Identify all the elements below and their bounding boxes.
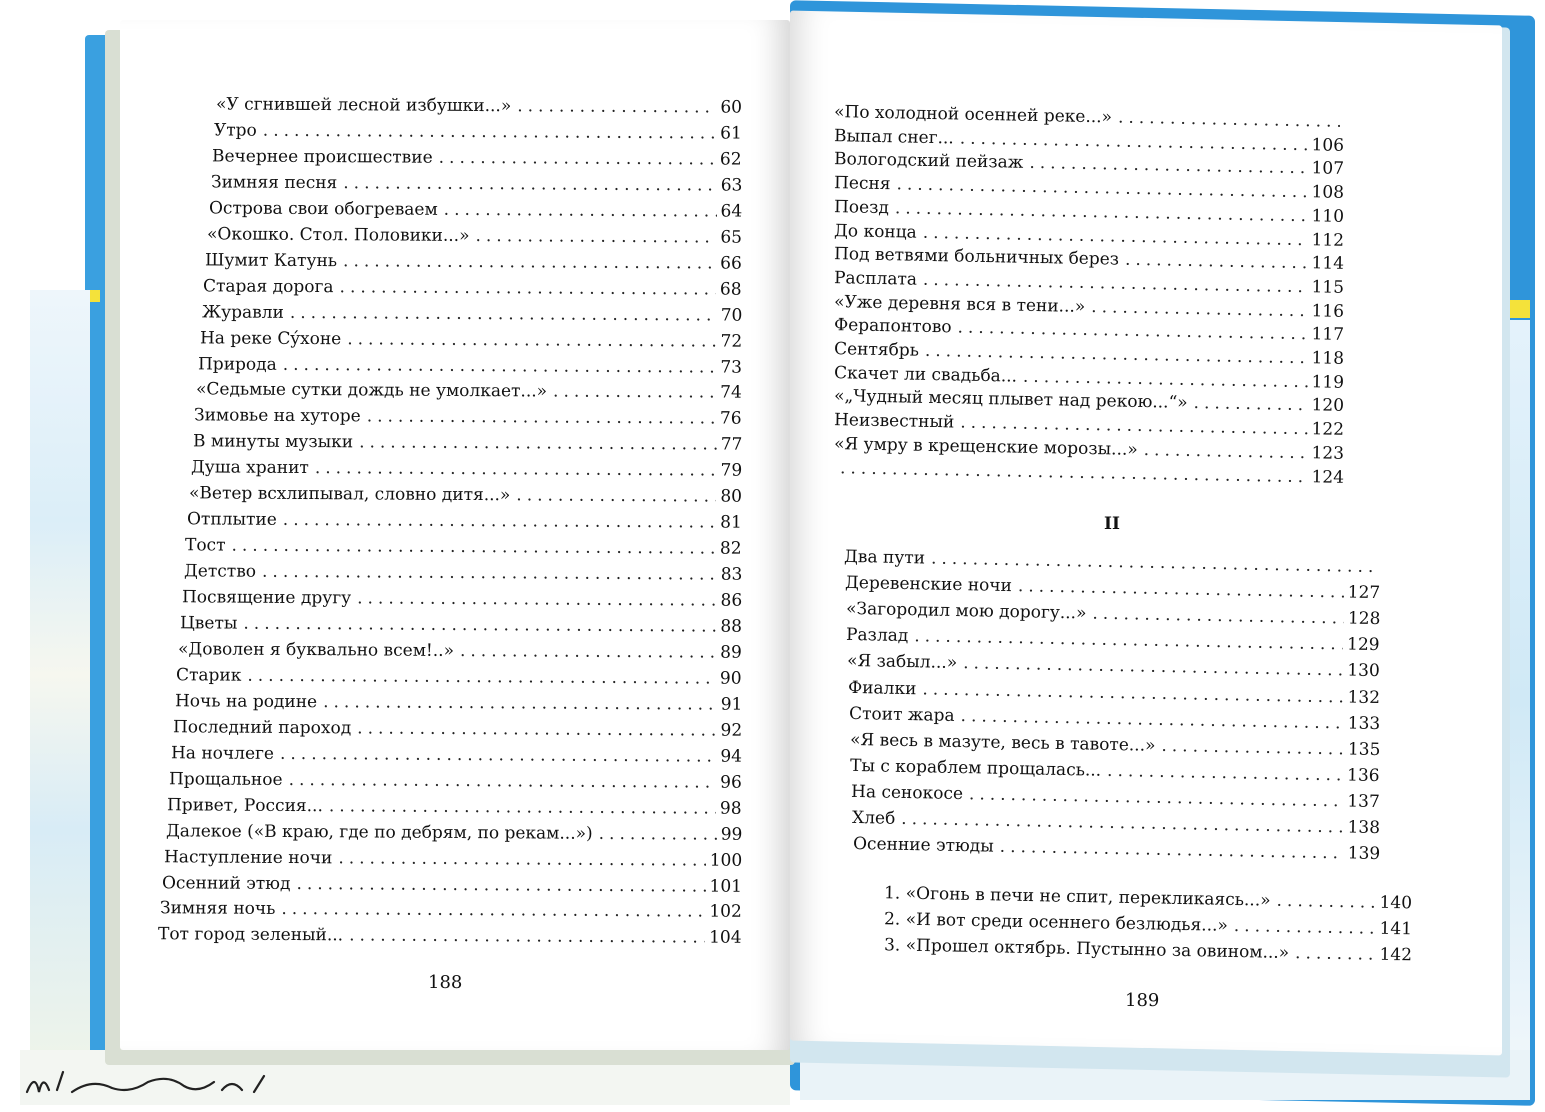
toc-entry [203,276,742,303]
toc-dot-leader [1161,736,1344,759]
toc-dot-leader [357,718,716,740]
toc-entry-page: 91 [720,694,743,715]
toc-entry-page: 112 [1311,229,1345,251]
toc-dot-leader [367,407,716,429]
toc-entry-title: До конца [833,220,917,243]
toc-entry-page: 127 [1347,582,1381,604]
toc-entry-page: 110 [1311,206,1345,227]
toc-entry-page: 60 [720,97,743,118]
toc-entry-page: 139 [1347,843,1381,865]
toc-entry-title: В минуты музыки [192,431,353,453]
toc-entry-page: 77 [720,434,743,456]
toc-entry [196,380,742,407]
toc-dot-leader [296,874,705,896]
toc-entry-page: 89 [720,642,743,663]
toc-dot-leader [1276,891,1375,913]
toc-entry-page: 64 [720,201,743,222]
toc-entry-page: 73 [720,357,743,378]
toc-entry-title: «Уже деревня вся в тени...» [833,291,1086,317]
toc-entry-title: «У сгнившей лесной избушки...» [215,94,512,117]
toc-entry-title: Скачет ли свадьба... [833,362,1018,387]
toc-entry-page: 99 [720,824,743,845]
toc-entry-title: Острова свои обогреваем [208,198,438,220]
toc-dot-leader [248,666,717,689]
toc-entry [194,406,742,433]
toc-entry [202,302,743,329]
toc-entry-title: Отплытие [187,509,278,531]
toc-dot-leader [460,641,716,663]
toc-entry-title: Зимняя песня [210,172,337,193]
toc-entry-page: 120 [1311,395,1345,417]
toc-entry-page: 137 [1347,791,1381,812]
toc-entry-page: 68 [720,279,743,300]
toc-entry-page: 92 [720,720,743,741]
toc-entry-title: Старая дорога [203,275,335,297]
toc-dot-leader [1234,916,1376,939]
toc-entry-title: Посвящение другу [181,587,352,609]
toc-dot-leader [329,796,716,818]
toc-entry-page: 122 [1311,419,1345,440]
toc-entry [198,354,742,381]
toc-entry-title: На ночлеге [170,743,275,764]
toc-entry-page: 66 [720,253,743,274]
toc-entry-title: Вологодский пейзаж [833,149,1024,174]
toc-entry-title: Фиалки [847,677,917,699]
toc-entry-page: 90 [720,668,743,689]
toc-entry [176,665,742,692]
toc-entry [212,146,742,173]
toc-entry [211,172,743,199]
toc-entry-title: «Я весь в мазуте, весь в тавоте...» [849,729,1156,756]
toc-entry [187,509,742,536]
toc-entry [214,120,742,147]
toc-entry [209,198,742,225]
toc-entry [162,873,742,901]
toc-entry-title: Тот город зеленый... [158,924,344,946]
toc-entry [189,484,742,511]
toc-entry-page: 61 [720,123,743,144]
toc-entry [193,432,743,459]
toc-dot-leader [349,926,705,948]
toc-entry-page: 65 [720,227,743,248]
toc-entry-title: Под ветвями больничных берез [833,244,1120,270]
toc-entry [185,535,742,562]
toc-entry-title: 2. «И вот среди осеннего безлюдья...» [883,909,1229,936]
toc-entry-title: Расплата [833,267,918,290]
toc-entry-title: Два пути [843,546,926,569]
toc-entry-title: Утро [214,120,258,141]
left-page-number: 188 [428,972,463,993]
toc-dot-leader [357,588,717,610]
toc-dot-leader [289,770,717,793]
toc-entry-page: 123 [1311,443,1345,464]
toc-entry-title: Неизвестный [833,410,955,433]
toc-dot-leader [315,458,717,480]
toc-dot-leader [283,354,717,377]
toc-dot-leader [347,329,716,351]
toc-dot-leader [1091,297,1308,321]
toc-entry-page: 94 [720,746,743,767]
toc-dot-leader [1144,440,1308,463]
toc-dot-leader [443,200,716,222]
toc-entry-page: 128 [1347,608,1381,630]
toc-entry [205,250,742,277]
toc-entry-title: Тост [185,535,226,556]
toc-dot-leader [517,96,716,117]
toc-dot-leader [340,277,717,299]
toc-entry-title: Детство [183,561,256,582]
cover-art-left [30,290,90,1060]
toc-entry-title: Шумит Катунь [205,250,338,271]
toc-entry-title: «Окошко. Стол. Половики...» [206,224,470,246]
toc-entry-title: «Я умру в крещенские морозы...» [833,433,1138,460]
toc-entry-title: Разлад [846,625,909,647]
toc-entry-page: 107 [1311,158,1345,180]
toc-entry-title: На реке Сýхоне [199,327,342,349]
toc-entry-page: 88 [720,616,743,637]
toc-entry-page: 119 [1311,371,1345,393]
right-page-number: 189 [1125,990,1160,1011]
toc-entry-page: 80 [720,486,743,507]
toc-entry-title: «„Чудный месяц плывет над рекою...“» [833,386,1188,414]
toc-entry [207,224,742,251]
toc-dot-leader [338,848,706,870]
toc-entry-page: 70 [720,305,743,326]
toc-entry-page: 106 [1311,134,1345,156]
toc-entry-title: Цветы [179,613,238,634]
toc-entry-title: Ферапонтово [833,315,952,338]
section-heading: II [1104,514,1120,534]
toc-entry-page: 76 [720,408,743,430]
toc-entry-page: 86 [720,590,743,611]
toc-dot-leader [323,692,717,714]
toc-entry-title: «Доволен я буквально всем!..» [178,639,455,661]
toc-entry-page: 101 [709,876,743,897]
toc-entry-page: 82 [720,538,743,559]
toc-entry-title: Осенний этюд [161,872,291,894]
toc-entry-page: 96 [720,772,743,793]
toc-entry-page: 104 [709,927,743,949]
toc-entry-title: Наступление ночи [163,846,333,868]
toc-entry-page: 140 [1379,892,1413,914]
toc-dot-leader [1092,604,1344,629]
toc-dot-leader [289,302,716,325]
toc-entry-page: 100 [709,850,743,871]
toc-entry-page: 108 [1311,182,1345,203]
toc-entry-page: 132 [1347,686,1381,708]
toc-entry [166,821,743,849]
toc-entry-title: Последний пароход [172,717,352,739]
toc-dot-leader [283,510,716,533]
toc-entry-title: Природа [197,353,277,375]
toc-dot-leader [280,744,716,767]
toc-entry-page: 63 [720,175,743,196]
toc-entry-page: 141 [1379,918,1413,940]
toc-dot-leader [282,899,706,922]
toc-entry-title: Зимняя ночь [160,898,276,920]
toc-entry-page: 142 [1379,944,1413,966]
toc-entry-title: Сентябрь [833,339,920,361]
toc-dot-leader [598,823,716,844]
toc-entry-page: 117 [1311,324,1345,346]
toc-entry-title: Душа хранит [190,457,309,479]
toc-entry-page: 116 [1311,300,1345,322]
toc-entry-page: 74 [720,382,743,404]
toc-entry-page: 102 [709,902,743,923]
toc-entry [164,847,742,875]
toc-entry-title: Зимовье на хуторе [194,405,362,427]
toc-entry-title: Ты с кораблем прощалась... [850,755,1102,781]
toc-entry-title: «Ветер всхлипывал, словно дитя...» [188,483,511,506]
toc-entry [184,561,743,588]
toc-entry-title: Хлеб [851,807,896,829]
toc-dot-leader [1118,108,1340,132]
toc-entry-page: 114 [1311,253,1345,275]
toc-entry [173,717,742,744]
toc-dot-leader [1107,761,1343,786]
toc-entry-page: 83 [720,564,743,585]
toc-entry [191,458,742,485]
toc-entry-title: Привет, Россия... [167,794,324,816]
toc-dot-leader [1193,393,1307,415]
toc-entry-title: Далекое («В краю, где по дебрям, по рекам...») [165,820,593,844]
toc-entry-title: Журавли [201,301,284,323]
toc-dot-leader [1295,943,1376,965]
toc-entry-page: 135 [1347,739,1381,760]
toc-dot-leader [475,226,716,247]
toc-entry-page: 136 [1347,765,1381,786]
toc-entry-title: На сенокосе [851,781,964,804]
toc-dot-leader [553,382,716,403]
toc-entry-page: 62 [720,149,743,170]
toc-entry [180,613,742,640]
toc-entry [216,94,742,121]
toc-entry-page: 98 [720,798,743,819]
toc-entry-title: «Загородил мою дорогу...» [845,599,1087,624]
toc-entry-page: 115 [1311,277,1345,298]
toc-entry-page: 81 [720,512,743,533]
toc-dot-leader [263,121,716,144]
toc-entry-title: Поезд [833,196,890,218]
toc-dot-leader [343,173,717,195]
toc-entry-page: 138 [1347,817,1381,839]
toc-entry-page: 124 [1311,466,1345,488]
toc-dot-leader [343,251,716,273]
toc-dot-leader [439,148,716,170]
toc-entry [158,925,742,953]
toc-dot-leader [262,562,717,585]
toc-entry-title: «Седьмые сутки дождь не умолкает...» [196,379,548,402]
toc-entry-page: 129 [1347,634,1381,656]
toc-entry-page: 72 [720,331,743,352]
toc-entry [171,743,742,770]
toc-dot-leader [359,433,717,455]
toc-entry [169,769,742,796]
toc-entry-title: Вечернее происшествие [212,146,434,168]
toc-entry [178,639,742,666]
toc-entry [175,691,743,718]
toc-entry-title: Прощальное [169,768,283,790]
toc-entry-title: 1. «Огонь в печи не спит, перекликаясь...» [883,883,1271,911]
toc-entry-title: Выпал снег... [833,125,954,149]
toc-entry-title: Старик [176,665,242,686]
toc-entry-title: «По холодной осенней реке...» [833,102,1113,128]
toc-dot-leader [516,486,716,507]
toc-entry-title: Песня [833,173,891,195]
toc-entry-title: Деревенские ночи [844,572,1012,597]
toc-entry-title: Стоит жара [848,703,955,726]
toc-dot-leader [243,614,716,637]
toc-entry [167,795,742,823]
toc-dot-leader [232,536,717,559]
toc-entry-title: 3. «Прошел октябрь. Пустынно за овином...» [883,935,1290,964]
toc-entry-page: 133 [1347,713,1381,734]
toc-entry-title: «Я забыл...» [847,651,958,674]
toc-entry-page: 130 [1347,660,1381,682]
toc-entry-title: Ночь на родине [174,691,317,712]
toc-entry [160,899,742,927]
toc-entry [200,328,742,355]
toc-entry-page: 79 [720,460,743,481]
toc-entry [182,587,742,614]
toc-dot-leader [1029,153,1308,178]
signature-graphic [22,1062,292,1102]
toc-entry-title: Осенние этюды [852,834,994,857]
toc-dot-leader [1125,250,1308,274]
toc-entry-page: 118 [1311,348,1345,369]
